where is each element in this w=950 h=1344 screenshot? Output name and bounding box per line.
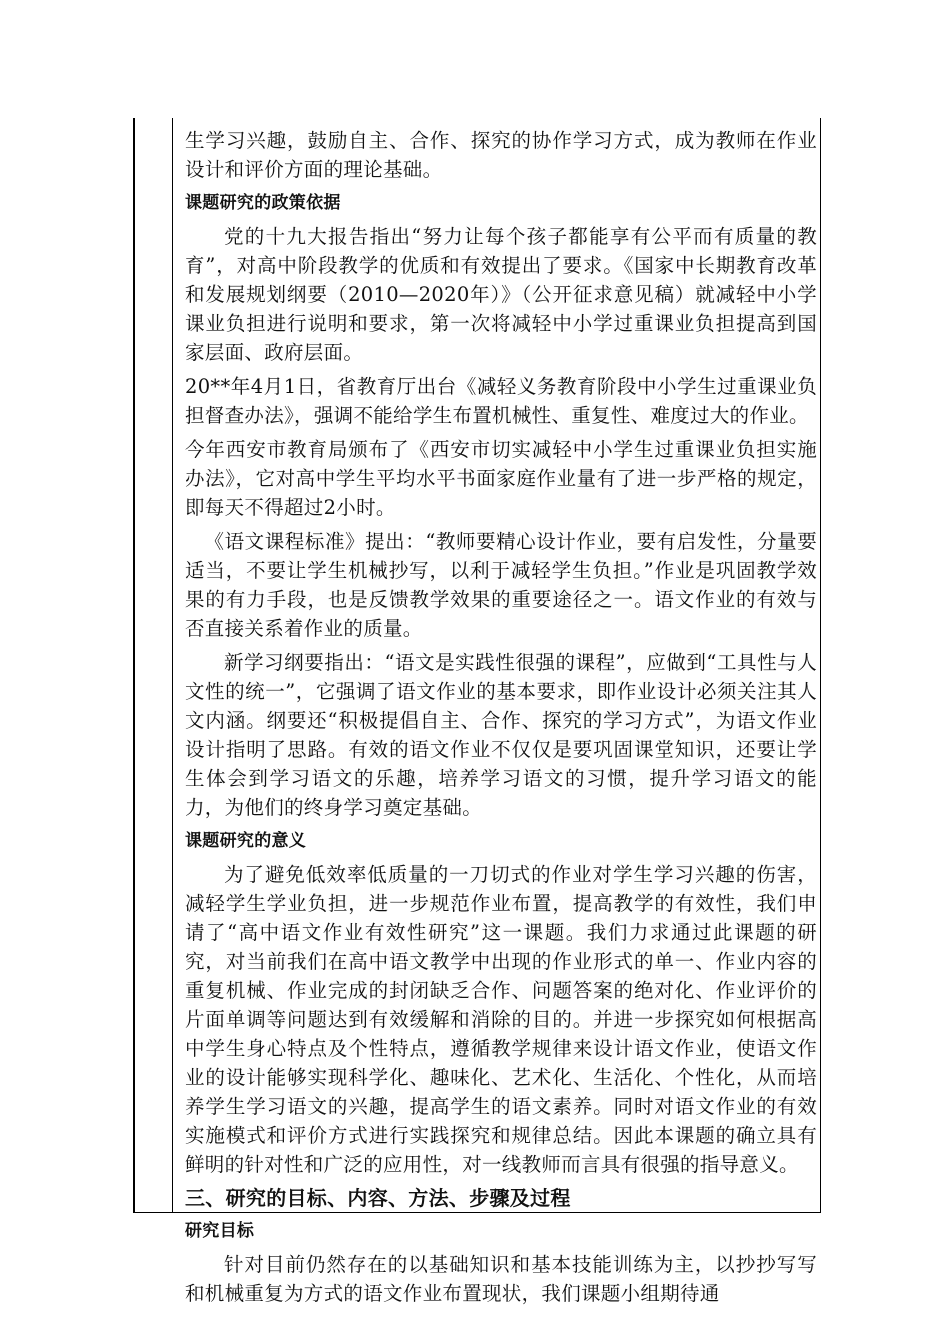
content-cell (185, 126, 817, 1313)
policy-paragraph-4: 《语文课程标准》提出：“教师要精心设计作业，要有启发性，分量要适当，不要让学生机械抄写，以利于减轻学生负担。”作业是巩固教学效果的有力手段，也是反馈教学效果的重要途径之一。语文作业的有效与否直接关系着作业的质量。 (185, 530, 817, 640)
goal-paragraph: 针对目前仍然存在的以基础知识和基本技能训练为主，以抄抄写写和机械重复为方式的语文作业布置现状，我们课题小组期待通 (185, 1253, 817, 1305)
document-table (133, 118, 821, 1305)
section-3-heading: 三、研究的目标、内容、方法、步骤及过程 (185, 1186, 571, 1210)
policy-paragraph-1: 党的十九大报告指出“努力让每个孩子都能享有公平而有质量的教育”，对高中阶段教学的优质和有效提出了要求。《国家中长期教育改革和发展规划纲要（2010—2020年）》（公开征求意见稿）就减轻中小学课业负担进行说明和要求，第一次将减轻中小学过重课业负担提高到国家层面、政府层面。 (185, 225, 817, 364)
policy-paragraph-2: 20**年4月1日，省教育厅出台《减轻义务教育阶段中小学生过重课业负担督查办法》，强调不能给学生布置机械性、重复性、难度过大的作业。 (185, 375, 817, 427)
goal-heading: 研究目标 (185, 1221, 255, 1241)
significance-paragraph: 为了避免低效率低质量的一刀切式的作业对学生学习兴趣的伤害，减轻学生学业负担，进一步规范作业布置，提高教学的有效性，我们申请了“高中语文作业有效性研究”这一课题。我们力求通过此课题的研究，对当前我们在高中语文教学中出现的作业形式的单一、作业内容的重复机械、作业完成的封闭缺乏合作、问题答案的绝对化、作业评价的片面单调等问题达到有效缓解和消除的目的。并进一步探究如何根据高中学生身心特点及个性特点，遵循教学规律来设计语文作业，使语文作业的设计能够实现科学化、趣味化、艺术化、生活化、个性化，从而培养学生学习语文的兴趣，提高学生的语文素养。同时对语文作业的有效实施模式和评价方式进行实践探究和规律总结。因此本课题的确立具有鲜明的针对性和广泛的应用性，对一线教师而言具有很强的指导意义。 (185, 863, 817, 1176)
policy-paragraph-5: 新学习纲要指出：“语文是实践性很强的课程”，应做到“工具性与人文性的统一”，它强调了语文作业的基本要求，即作业设计必须关注其人文内涵。纲要还“积极提倡自主、合作、探究的学习方式”，为语文作业设计指明了思路。有效的语文作业不仅仅是要巩固课堂知识，还要让学生体会到学习语文的乐趣，培养学习语文的习惯，提升学习语文的能力，为他们的终身学习奠定基础。 (185, 651, 817, 819)
policy-paragraph-3: 今年西安市教育局颁布了《西安市切实减轻中小学生过重课业负担实施办法》，它对高中学生平均水平书面家庭作业量有了进一步严格的规定，即每天不得超过2小时。 (185, 438, 817, 519)
column-divider (172, 118, 173, 1212)
significance-heading: 课题研究的意义 (185, 831, 307, 851)
policy-heading: 课题研究的政策依据 (185, 193, 341, 213)
intro-continuation: 生学习兴趣，鼓励自主、合作、探究的协作学习方式，成为教师在作业设计和评价方面的理论基础。 (185, 129, 817, 181)
